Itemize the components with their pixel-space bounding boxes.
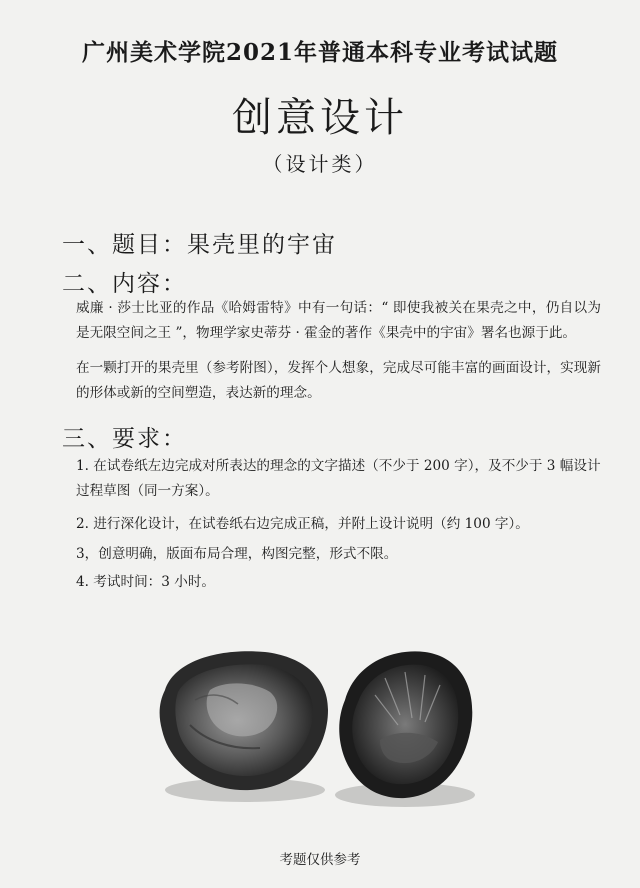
content-heading: 二、内容： [62,271,187,297]
topic-heading: 一、题目：果壳里的宇宙 [62,232,337,258]
content-paragraph-2: 在一颗打开的果壳里（参考附图），发挥个人想象，完成尽可能丰富的画面设计，实现新的形体或新的空间塑造，表达新的理念。 [76,360,601,401]
sub-title: （设计类） [262,152,378,176]
walnut-shell-photo [150,630,490,815]
requirement-item-2: 2. 进行深化设计，在试卷纸右边完成正稿，并附上设计说明（约 100 字）。 [76,516,529,532]
school-title: 广州美术学院2021年普通本科专业考试试题 [81,39,558,66]
requirement-item-3: 3，创意明确，版面布局合理，构图完整，形式不限。 [76,546,398,562]
figure-caption: 考题仅供参考 [279,852,361,868]
content-paragraph-1: 威廉 · 莎士比亚的作品《哈姆雷特》中有一句话：“ 即使我被关在果壳之中，仍自以为是无限空间之王 ”，物理学家史蒂芬 · 霍金的著作《果壳中的宇宙》署名也源于此。 [76,300,601,341]
requirement-item-4: 4. 考试时间：3 小时。 [76,574,216,590]
left-walnut-half [160,651,328,790]
requirements-heading: 三、要求： [62,426,187,452]
right-walnut-half [339,651,472,798]
main-title: 创意设计 [232,95,408,141]
requirement-item-1: 1. 在试卷纸左边完成对所表达的理念的文字描述（不少于 200 字），及不少于 3 幅设计过程草图（同一方案）。 [76,458,601,499]
